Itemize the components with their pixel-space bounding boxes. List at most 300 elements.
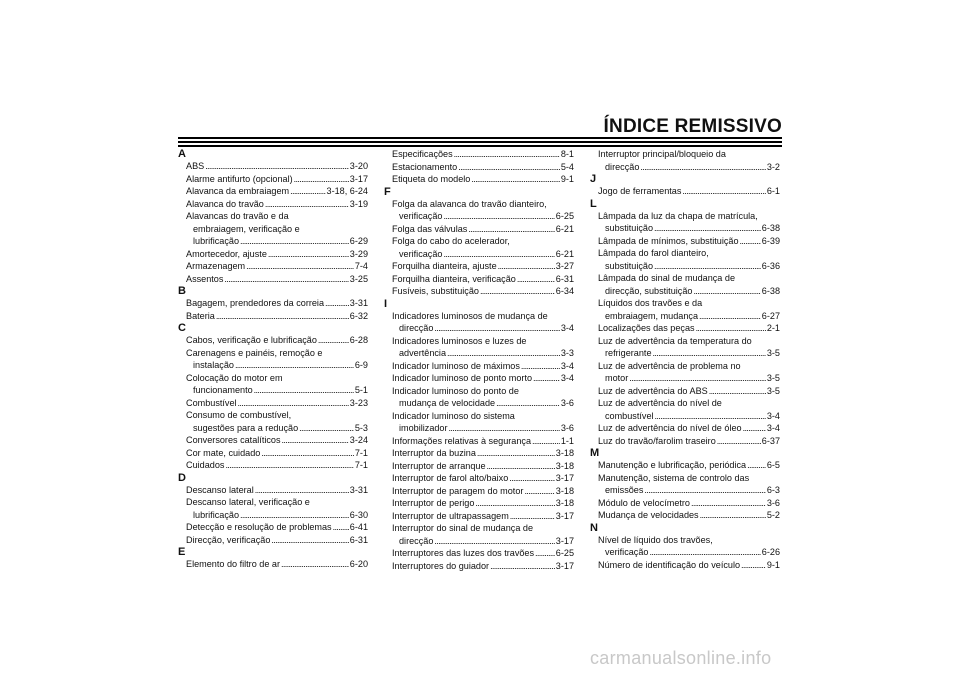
dot-leader — [443, 248, 554, 261]
entry-text: verificação — [399, 211, 443, 221]
entry-text: Manutenção, sistema de controlo das — [598, 472, 750, 483]
dot-leader — [458, 161, 560, 174]
dot-leader — [325, 297, 349, 310]
index-entry — [598, 397, 780, 422]
page-reference: 3-29 — [349, 248, 368, 259]
entry-text: Forquilha dianteira, ajuste — [392, 261, 497, 271]
page-reference: 6-30 — [349, 509, 368, 520]
entry-text: Jogo de ferramentas — [598, 186, 682, 196]
dot-leader — [299, 422, 354, 435]
index-entry — [392, 510, 574, 523]
dot-leader — [318, 334, 349, 347]
dot-leader — [640, 161, 765, 174]
index-entry — [186, 447, 368, 460]
page-reference: 5-2 — [766, 510, 780, 520]
page-reference: 5-3 — [354, 422, 368, 433]
dot-leader — [498, 260, 555, 273]
header-rule — [178, 141, 782, 143]
entry-text: Luz de advertência do ABS — [598, 385, 708, 396]
page-reference: 9-1 — [766, 559, 780, 570]
index-entry — [186, 459, 368, 472]
index-entry — [598, 185, 780, 198]
dot-leader — [743, 422, 766, 435]
entry-text: Luz de advertência de problema no — [598, 360, 741, 371]
index-entry — [392, 547, 574, 560]
index-entry — [392, 460, 574, 473]
index-entry — [392, 560, 574, 573]
dot-leader — [509, 472, 555, 485]
index-entry — [186, 310, 368, 323]
entry-text: Cabos, verificação e lubrificação — [186, 335, 317, 345]
index-entry — [598, 235, 780, 248]
page-reference: 8-1 — [560, 149, 574, 159]
entry-text: Lâmpada de mínimos, substituição — [598, 235, 739, 246]
entry-text: motor — [605, 373, 629, 383]
index-entry — [598, 459, 780, 472]
entry-text: Assentos — [186, 273, 224, 284]
dot-leader — [294, 173, 349, 186]
entry-text: direcção — [605, 161, 640, 172]
page-reference: 3-5 — [766, 373, 780, 383]
index-entry — [598, 360, 780, 385]
index-entry — [598, 534, 780, 559]
entry-text: Luz de advertência do nível de — [598, 398, 722, 408]
entry-text: Indicador luminoso de máximos — [392, 360, 520, 371]
entry-text: Amortecedor, ajuste — [186, 248, 267, 259]
page-reference: 3-4 — [766, 410, 780, 421]
dot-leader — [271, 534, 348, 547]
index-entry — [392, 285, 574, 298]
dot-leader — [454, 148, 560, 161]
dot-leader — [281, 558, 349, 571]
index-entry — [598, 297, 780, 322]
entry-text: Luz do travão/farolim traseiro — [598, 435, 716, 446]
page-reference: 6-29 — [349, 236, 368, 246]
page-reference: 6-38 — [761, 223, 780, 233]
page-reference: 3-17 — [555, 473, 574, 483]
dot-leader — [709, 385, 766, 398]
entry-text: Elemento do filtro de ar — [186, 559, 281, 569]
dot-leader — [487, 460, 555, 473]
index-entry — [392, 273, 574, 286]
dot-leader — [468, 223, 554, 236]
page-reference: 6-36 — [761, 260, 780, 271]
header-rule — [178, 145, 782, 147]
entry-text: Colocação do motor em — [186, 372, 283, 383]
index-entry — [392, 372, 574, 385]
entry-text: direcção — [399, 323, 434, 333]
index-entry — [186, 260, 368, 273]
dot-leader — [447, 347, 560, 360]
index-letter-heading: E — [178, 546, 186, 558]
page-reference: 7-4 — [354, 261, 368, 271]
page-reference: 6-21 — [555, 248, 574, 259]
index-entry — [392, 148, 574, 161]
dot-leader — [216, 310, 349, 323]
index-entry — [598, 422, 780, 435]
index-entry — [392, 360, 574, 373]
index-entry — [186, 210, 368, 248]
page-reference: 3-17 — [349, 173, 368, 184]
index-letter-heading: A — [178, 148, 186, 160]
entry-text: Nível de líquido dos travões, — [598, 534, 713, 545]
entry-text: Interruptor de farol alto/baixo — [392, 473, 509, 483]
entry-text: ABS — [186, 161, 205, 171]
dot-leader — [717, 435, 761, 448]
dot-leader — [449, 422, 560, 435]
index-entry — [186, 409, 368, 434]
dot-leader — [246, 260, 354, 273]
entry-text: Interruptores do guiador — [392, 560, 490, 571]
index-entry — [392, 173, 574, 186]
page-reference: 3-6 — [766, 497, 780, 508]
page-reference: 1-1 — [560, 435, 574, 446]
entry-text: Interruptor de arranque — [392, 460, 486, 471]
entry-text: verificação — [399, 248, 443, 259]
index-entry — [598, 497, 780, 510]
page-reference: 3-18, 6-24 — [326, 186, 368, 196]
entry-text: Bateria — [186, 310, 215, 321]
entry-text: Alavancas do travão e da — [186, 211, 289, 221]
entry-text: embraiagem, mudança — [605, 310, 699, 321]
entry-text: Interruptor de perigo — [392, 498, 475, 508]
index-entry — [186, 534, 368, 547]
entry-text: Luz de advertência da temperatura do — [598, 335, 752, 346]
dot-leader — [533, 372, 560, 385]
entry-text: Etiqueta do modelo — [392, 174, 471, 184]
dot-leader — [282, 434, 349, 447]
page-reference: 3-4 — [560, 360, 574, 371]
entry-text: Interruptores das luzes dos travões — [392, 548, 535, 558]
index-entry — [598, 210, 780, 235]
dot-leader — [240, 509, 349, 522]
dot-leader — [268, 248, 349, 261]
dot-leader — [254, 384, 354, 397]
entry-text: Alavanca do travão — [186, 198, 264, 209]
index-letter-heading: F — [384, 185, 391, 198]
index-letter-heading: D — [178, 471, 186, 484]
index-entry — [392, 385, 574, 410]
entry-text: Consumo de combustível, — [186, 410, 292, 420]
dot-leader — [629, 372, 766, 385]
entry-text: Bagagem, prendedores da correia — [186, 298, 325, 308]
index-entry — [392, 260, 574, 273]
page-reference: 3-4 — [560, 323, 574, 333]
entry-text: lubrificação — [193, 509, 239, 520]
dot-leader — [265, 198, 349, 211]
index-letter-heading: C — [178, 322, 186, 334]
entry-text: Descanso lateral, verificação e — [186, 497, 310, 507]
index-entry — [186, 185, 368, 198]
index-entry — [186, 347, 368, 372]
dot-leader — [700, 509, 766, 522]
page-reference: 6-25 — [555, 211, 574, 221]
entry-text: lubrificação — [193, 236, 239, 246]
page-reference: 6-39 — [761, 235, 780, 246]
page-reference: 3-18 — [555, 460, 574, 471]
entry-text: Número de identificação do veículo — [598, 559, 741, 570]
page-reference: 6-28 — [349, 335, 368, 345]
dot-leader — [644, 484, 765, 497]
index-letter-heading: B — [178, 285, 186, 297]
dot-leader — [480, 285, 555, 298]
index-letter-heading: M — [590, 447, 600, 459]
index-entry — [186, 372, 368, 397]
index-entry — [392, 447, 574, 460]
dot-leader — [238, 397, 349, 410]
entry-text: Interruptor da buzina — [392, 448, 476, 458]
page-reference: 3-2 — [766, 161, 780, 172]
entry-text: Lâmpada do sinal de mudança de — [598, 273, 736, 283]
entry-text: instalação — [193, 360, 234, 370]
dot-leader — [517, 273, 555, 286]
entry-text: Cuidados — [186, 460, 225, 470]
index-entry — [186, 273, 368, 286]
dot-leader — [443, 210, 554, 223]
index-entry — [598, 247, 780, 272]
dot-leader — [532, 435, 560, 448]
entry-text: Estacionamento — [392, 161, 458, 172]
watermark: carmanualsonline.info — [590, 648, 772, 668]
entry-text: substituição — [605, 223, 654, 233]
entry-text: Lâmpada do farol dianteiro, — [598, 248, 709, 258]
index-entry — [392, 161, 574, 174]
page-reference: 6-21 — [555, 223, 574, 234]
index-entry — [392, 435, 574, 448]
entry-text: Folga das válvulas — [392, 223, 468, 234]
page-reference: 2-1 — [766, 323, 780, 333]
index-entry — [186, 484, 368, 497]
dot-leader — [225, 459, 353, 472]
index-column-1 — [178, 148, 368, 571]
index-entry — [392, 410, 574, 435]
header-rule — [178, 137, 782, 139]
page-reference: 6-5 — [766, 460, 780, 470]
index-entry — [186, 434, 368, 447]
dot-leader — [490, 560, 555, 573]
page-reference: 3-6 — [560, 423, 574, 433]
page-reference: 6-9 — [354, 360, 368, 370]
dot-leader — [696, 322, 766, 335]
page-reference: 3-6 — [560, 398, 574, 408]
index-entry — [598, 148, 780, 173]
page-reference: 3-19 — [349, 198, 368, 209]
index-entry — [186, 297, 368, 310]
page-reference: 6-37 — [761, 435, 780, 446]
index-entry — [598, 272, 780, 297]
entry-text: direcção, substituição — [605, 285, 693, 296]
page-reference: 6-31 — [555, 273, 574, 284]
entry-text: Armazenagem — [186, 261, 246, 271]
dot-leader — [205, 160, 349, 173]
index-column-3 — [590, 148, 780, 571]
index-entry — [598, 435, 780, 448]
dot-leader — [655, 410, 766, 423]
entry-text: mudança de velocidade — [399, 398, 496, 408]
dot-leader — [693, 285, 760, 298]
dot-leader — [475, 497, 554, 510]
dot-leader — [741, 559, 766, 572]
entry-text: verificação — [605, 547, 649, 557]
index-entry — [392, 335, 574, 360]
page-reference: 6-20 — [349, 559, 368, 569]
page-reference: 3-24 — [349, 435, 368, 445]
index-letter-heading: I — [384, 297, 388, 310]
index-letter-heading: N — [590, 521, 598, 534]
entry-text: Indicador luminoso de ponto morto — [392, 373, 533, 383]
index-entry — [392, 310, 574, 335]
index-entry — [598, 335, 780, 360]
page-reference: 6-41 — [349, 522, 368, 532]
index-entry — [392, 522, 574, 547]
index-entry — [186, 160, 368, 173]
page-reference: 3-18 — [555, 485, 574, 496]
dot-leader — [654, 222, 761, 235]
entry-text: Líquidos dos travões e da — [598, 298, 703, 308]
dot-leader — [477, 447, 555, 460]
entry-text: Conversores catalíticos — [186, 435, 281, 445]
dot-leader — [255, 484, 349, 497]
dot-leader — [654, 260, 761, 273]
entry-text: Manutenção e lubrificação, periódica — [598, 460, 747, 470]
entry-text: refrigerante — [605, 348, 652, 358]
entry-text: Descanso lateral — [186, 484, 254, 495]
index-entry — [392, 472, 574, 485]
index-entry — [598, 559, 780, 572]
entry-text: Interruptor de paragem do motor — [392, 485, 524, 496]
dot-leader — [740, 235, 761, 248]
dot-leader — [699, 310, 761, 323]
entry-text: Interruptor do sinal de mudança de — [392, 523, 534, 533]
index-entry — [186, 558, 368, 571]
entry-text: Mudança de velocidades — [598, 510, 699, 520]
entry-text: Especificações — [392, 149, 453, 159]
entry-text: Alavanca da embraiagem — [186, 186, 290, 196]
index-entry — [186, 173, 368, 186]
page-reference: 3-18 — [555, 498, 574, 508]
page-reference: 3-27 — [555, 261, 574, 271]
index-entry — [598, 509, 780, 522]
entry-text: Fusíveis, substituição — [392, 286, 479, 296]
page-reference: 6-34 — [555, 286, 574, 296]
entry-text: funcionamento — [193, 385, 253, 395]
index-entry — [186, 397, 368, 410]
page-reference: 3-3 — [560, 348, 574, 358]
index-column-2 — [384, 148, 574, 572]
dot-leader — [496, 397, 560, 410]
entry-text: Forquilha dianteira, verificação — [392, 273, 516, 284]
entry-text: Detecção e resolução de problemas — [186, 522, 332, 532]
entry-text: Luz de advertência do nível de óleo — [598, 423, 742, 433]
index-entry — [392, 497, 574, 510]
page-reference: 3-20 — [349, 161, 368, 171]
page-reference: 7-1 — [354, 447, 368, 458]
entry-text: Lâmpada da luz da chapa de matrícula, — [598, 210, 758, 221]
entry-text: sugestões para a redução — [193, 422, 299, 433]
page-reference: 6-1 — [766, 186, 780, 196]
entry-text: imobilizador — [399, 423, 448, 433]
entry-text: emissões — [605, 485, 644, 495]
page-reference: 3-17 — [555, 535, 574, 546]
dot-leader — [653, 347, 766, 360]
page-reference: 6-25 — [555, 548, 574, 558]
entry-text: Folga do cabo do acelerador, — [392, 236, 510, 246]
dot-leader — [691, 497, 766, 510]
index-entry — [186, 248, 368, 261]
dot-leader — [535, 547, 555, 560]
index-entry — [392, 235, 574, 260]
index-letter-heading: J — [590, 173, 597, 185]
entry-text: direcção — [399, 535, 434, 546]
index-entry — [598, 322, 780, 335]
dot-leader — [649, 546, 760, 559]
entry-text: Carenagens e painéis, remoção e — [186, 347, 323, 358]
dot-leader — [434, 322, 559, 335]
page-reference: 5-1 — [354, 385, 368, 395]
dot-leader — [224, 273, 348, 286]
entry-text: Informações relativas à segurança — [392, 435, 532, 446]
entry-text: combustível — [605, 410, 654, 421]
dot-leader — [235, 359, 354, 372]
page-reference: 3-4 — [766, 423, 780, 433]
index-entry — [186, 198, 368, 211]
entry-text: Módulo de velocímetro — [598, 497, 690, 508]
page-reference: 3-5 — [766, 385, 780, 396]
entry-text: Interruptor de ultrapassagem — [392, 510, 509, 521]
page-reference: 3-18 — [555, 448, 574, 458]
page-reference: 3-31 — [349, 298, 368, 308]
page-reference: 3-5 — [766, 348, 780, 358]
index-entry — [186, 334, 368, 347]
index-entry — [392, 485, 574, 498]
index-entry — [598, 385, 780, 398]
page-title: ÍNDICE REMISSIVO — [603, 116, 782, 137]
entry-text: substituição — [605, 260, 654, 271]
dot-leader — [261, 447, 354, 460]
page-reference: 6-3 — [766, 485, 780, 495]
page-reference: 6-26 — [761, 547, 780, 557]
dot-leader — [747, 459, 766, 472]
dot-leader — [333, 521, 349, 534]
page-reference: 6-38 — [761, 285, 780, 296]
page-reference: 6-27 — [761, 310, 780, 321]
dot-leader — [240, 235, 349, 248]
page-reference: 3-23 — [349, 397, 368, 408]
index-entry — [186, 496, 368, 521]
entry-text: advertência — [399, 348, 447, 358]
page-reference: 7-1 — [354, 460, 368, 470]
dot-leader — [290, 185, 325, 198]
page-reference: 3-31 — [349, 484, 368, 495]
index-entry — [392, 223, 574, 236]
page-reference: 3-4 — [560, 373, 574, 383]
entry-text: Interruptor principal/bloqueio da — [598, 149, 726, 159]
entry-text: Folga da alavanca do travão dianteiro, — [392, 198, 547, 209]
page-reference: 6-32 — [349, 310, 368, 321]
entry-text: Direcção, verificação — [186, 534, 271, 545]
entry-text: Indicadores luminosos e luzes de — [392, 335, 527, 346]
entry-text: Alarme antifurto (opcional) — [186, 173, 293, 184]
page-reference: 3-17 — [555, 560, 574, 571]
page-reference: 9-1 — [560, 174, 574, 184]
entry-text: Cor mate, cuidado — [186, 447, 261, 458]
page-reference: 6-31 — [349, 534, 368, 545]
dot-leader — [682, 185, 765, 198]
entry-text: Combustível — [186, 397, 237, 408]
page-reference: 3-25 — [349, 273, 368, 284]
index-letter-heading: L — [590, 197, 597, 210]
dot-leader — [434, 535, 554, 548]
